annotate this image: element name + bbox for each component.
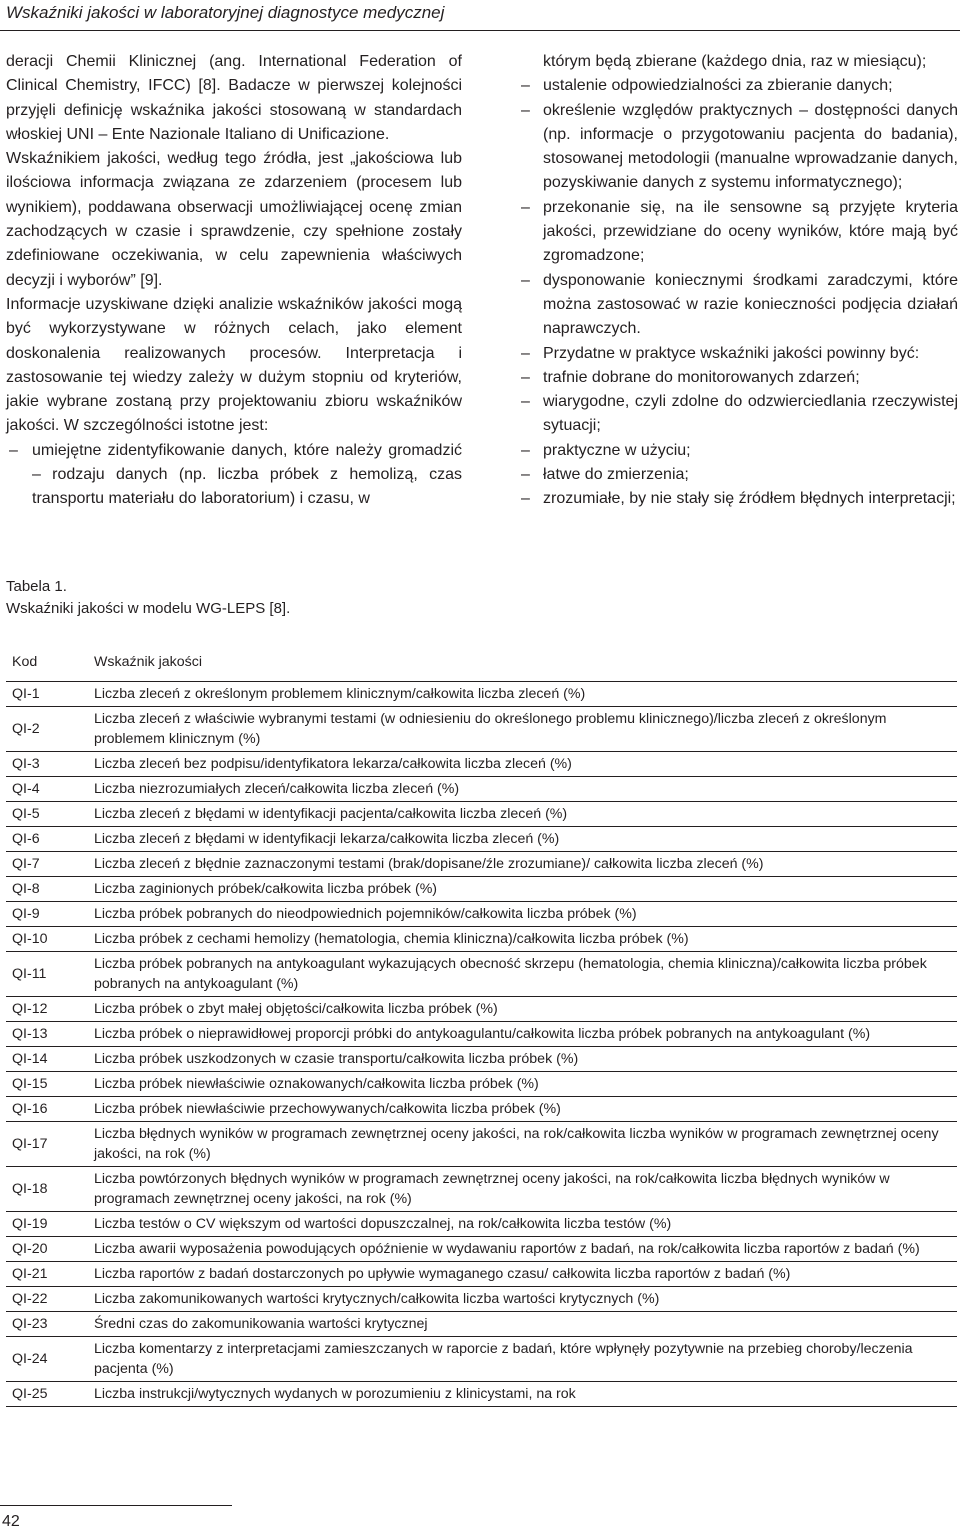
indicator-description: Liczba próbek z cechami hemolizy (hematologia, chemia kliniczna)/całkowita liczba próbek (%) bbox=[94, 931, 689, 947]
indicator-description: Liczba zaginionych próbek/całkowita liczba próbek (%) bbox=[94, 881, 438, 897]
indicator-description: Liczba próbek uszkodzonych w czasie transportu/całkowita liczba próbek (%) bbox=[94, 1051, 579, 1067]
indicator-description: Średni czas do zakomunikowania wartości krytycznej bbox=[94, 1316, 428, 1332]
column-header-indicator: Wskaźnik jakości bbox=[94, 654, 203, 670]
page-number: 42 bbox=[2, 1513, 20, 1530]
table-row bbox=[6, 802, 957, 827]
table-row bbox=[6, 1262, 957, 1287]
indicator-description: Liczba próbek pobranych na antykoagulant wykazujących obecność skrzepu (hematologia, chemia kliniczna)/całkowita liczba próbek pobranych na antykoagulant (%) bbox=[94, 956, 927, 992]
indicator-code: QI-16 bbox=[12, 1101, 48, 1117]
indicator-description: Liczba zakomunikowanych wartości krytycznych/całkowita liczba wartości krytycznych (%) bbox=[94, 1291, 660, 1307]
indicator-code: QI-22 bbox=[12, 1291, 48, 1307]
table-row bbox=[6, 1287, 957, 1312]
indicator-code: QI-11 bbox=[12, 966, 47, 982]
indicator-description: Liczba próbek niewłaściwie oznakowanych/całkowita liczba próbek (%) bbox=[94, 1076, 539, 1092]
table-header-row bbox=[6, 646, 957, 682]
indicator-description: Liczba zleceń bez podpisu/identyfikatora lekarza/całkowita liczba zleceń (%) bbox=[94, 756, 572, 772]
indicator-description: Liczba zleceń z błędami w identyfikacji lekarza/całkowita liczba zleceń (%) bbox=[94, 831, 560, 847]
indicator-code: QI-8 bbox=[12, 881, 40, 897]
indicator-description: Liczba niezrozumiałych zleceń/całkowita liczba zleceń (%) bbox=[94, 781, 460, 797]
indicator-code: QI-12 bbox=[12, 1001, 48, 1017]
table-row bbox=[6, 707, 957, 752]
indicator-description: Liczba próbek niewłaściwie przechowywanych/całkowita liczba próbek (%) bbox=[94, 1101, 561, 1117]
paragraph-usage: Informacje uzyskiwane dzięki analizie wskaźników jakości mogą być wykorzystywane w różnych celach, jako element doskonalenia realizowanych procesów. Interpretacja i zastosowanie tej wiedzy zależy w dużym stopniu od kryteriów, jakie wybrane zostaną przy projektowaniu zbioru wskaźników jakości. W szczególności istotne jest: bbox=[6, 295, 462, 435]
table-body bbox=[6, 682, 957, 1407]
table-row bbox=[6, 1337, 957, 1382]
table-caption-label: Tabela 1. bbox=[6, 578, 67, 595]
requirements-list bbox=[6, 439, 462, 512]
indicator-description: Liczba błędnych wyników w programach zewnętrznej oceny jakości, na rok/całkowita liczba wyników w programach zewnętrznej oceny jakości, na rok (%) bbox=[94, 1126, 939, 1162]
indicator-description: Liczba testów o CV większym od wartości dopuszczalnej, na rok/całkowita liczba testów (%) bbox=[94, 1216, 672, 1232]
table-row bbox=[6, 1212, 957, 1237]
indicator-code: QI-19 bbox=[12, 1216, 48, 1232]
header-rule bbox=[0, 30, 960, 31]
table-row bbox=[6, 952, 957, 997]
table-row bbox=[6, 1097, 957, 1122]
list-item: – Przydatne w praktyce wskaźniki jakości powinny być: bbox=[518, 342, 958, 366]
indicator-code: QI-25 bbox=[12, 1386, 48, 1402]
indicator-description: Liczba próbek o zbyt małej objętości/całkowita liczba próbek (%) bbox=[94, 1001, 498, 1017]
indicator-code: QI-9 bbox=[12, 906, 40, 922]
indicator-code: QI-6 bbox=[12, 831, 40, 847]
indicator-description: Liczba komentarzy z interpretacjami zamieszczanych w raporcie z badań, które wpłynęły pozytywnie na przebieg choroby/leczenia pacjenta (%) bbox=[94, 1341, 913, 1377]
list-item: – łatwe do zmierzenia; bbox=[518, 463, 958, 487]
list-item-continuation: którym będą zbierane (każdego dnia, raz w miesiącu); bbox=[543, 53, 927, 70]
indicator-code: QI-13 bbox=[12, 1026, 48, 1042]
indicator-code: QI-14 bbox=[12, 1051, 48, 1067]
table-row bbox=[6, 1167, 957, 1212]
indicator-description: Liczba zleceń z właściwie wybranymi testami (w odniesieniu do określonego problemu klinicznego)/liczba zleceń z określonym problemem klinicznym (%) bbox=[94, 711, 887, 747]
table-row bbox=[6, 827, 957, 852]
indicator-description: Liczba próbek o nieprawidłowej proporcji próbki do antykoagulantu/całkowita liczba próbek pobranych na antykoagulant (%) bbox=[94, 1026, 871, 1042]
list-item: – ustalenie odpowiedzialności za zbieranie danych; bbox=[518, 74, 958, 98]
indicator-description: Liczba raportów z badań dostarczonych po upływie wymaganego czasu/ całkowita liczba raportów z badań (%) bbox=[94, 1266, 791, 1282]
table-row bbox=[6, 682, 957, 707]
table-row bbox=[6, 1047, 957, 1072]
indicator-code: QI-23 bbox=[12, 1316, 48, 1332]
table-caption bbox=[6, 576, 290, 620]
indicator-description: Liczba zleceń z błędami w identyfikacji pacjenta/całkowita liczba zleceń (%) bbox=[94, 806, 568, 822]
indicator-description: Liczba zleceń z błędnie zaznaczonymi testami (brak/dopisane/źle zrozumiane)/ całkowita liczba zleceń (%) bbox=[94, 856, 764, 872]
table-row bbox=[6, 852, 957, 877]
table-row bbox=[6, 1072, 957, 1097]
indicator-code: QI-3 bbox=[12, 756, 40, 772]
indicator-code: QI-18 bbox=[12, 1181, 48, 1197]
paragraph-intro: deracji Chemii Klinicznej (ang. International Federation of Clinical Chemistry, IFCC) [8]. Badacze w pierwszej kolejności przyjęli definicję wskaźnika jakości stosowaną w standardach włoskiej UNI – Ente Nazionale Italiano di Unificazione. bbox=[6, 53, 462, 143]
left-column bbox=[6, 50, 462, 512]
table-row bbox=[6, 1237, 957, 1262]
table-row bbox=[6, 752, 957, 777]
right-column bbox=[518, 50, 958, 512]
list-item: – dysponowanie koniecznymi środkami zaradczymi, które można zastosować w razie konieczności podjęcia działań naprawczych. bbox=[518, 269, 958, 342]
indicator-code: QI-7 bbox=[12, 856, 40, 872]
list-item: – przekonanie się, na ile sensowne są przyjęte kryteria jakości, przewidziane do oceny wyników, które mają być zgromadzone; bbox=[518, 196, 958, 269]
list-item: – praktyczne w użyciu; bbox=[518, 439, 958, 463]
column-header-code: Kod bbox=[12, 654, 38, 670]
indicator-traits-list bbox=[518, 342, 958, 512]
table-row bbox=[6, 1312, 957, 1337]
list-item: – umiejętne zidentyfikowanie danych, które należy gromadzić – rodzaju danych (np. liczba próbek z hemolizą, czas transportu materiału do laboratorium) i czasu, w bbox=[6, 439, 462, 512]
indicator-code: QI-17 bbox=[12, 1136, 48, 1152]
table-row bbox=[6, 1122, 957, 1167]
indicator-code: QI-5 bbox=[12, 806, 40, 822]
indicator-code: QI-1 bbox=[12, 686, 40, 702]
list-item: – określenie względów praktycznych – dostępności danych (np. informacje o przygotowaniu pacjenta do badania), stosowanej metodologii (manualne wprowadzanie danych, pozyskiwanie danych z systemu informatycznego); bbox=[518, 99, 958, 196]
table-row bbox=[6, 902, 957, 927]
table-row bbox=[6, 997, 957, 1022]
table-caption-title: Wskaźniki jakości w modelu WG-LEPS [8]. bbox=[6, 600, 291, 617]
table-row bbox=[6, 1022, 957, 1047]
indicator-code: QI-24 bbox=[12, 1351, 48, 1367]
indicator-code: QI-10 bbox=[12, 931, 48, 947]
quality-indicators-table bbox=[6, 646, 957, 1407]
indicator-description: Liczba zleceń z określonym problemem klinicznym/całkowita liczba zleceń (%) bbox=[94, 686, 586, 702]
list-item: – wiarygodne, czyli zdolne do odzwierciedlania rzeczywistej sytuacji; bbox=[518, 390, 958, 439]
list-item: – trafnie dobrane do monitorowanych zdarzeń; bbox=[518, 366, 958, 390]
table-row bbox=[6, 877, 957, 902]
paragraph-definition: Wskaźnikiem jakości, według tego źródła, jest „jakościowa lub ilościowa informacja związana ze zdarzeniem (procesem lub wynikiem), poddawana obserwacji umożliwiającej ocenę zmian zachodzących w czasie i sprawdzenie, czy spełnione zostały zdefiniowane oczekiwania, w celu zapewnienia właściwych decyzji i wyborów” [9]. bbox=[6, 150, 462, 289]
indicator-description: Liczba awarii wyposażenia powodujących opóźnienie w wydawaniu raportów z badań, na rok/całkowita liczba raportów z badań (%) bbox=[94, 1241, 920, 1257]
footnote-rule bbox=[0, 1505, 232, 1506]
table-row bbox=[6, 1382, 957, 1407]
table-row bbox=[6, 927, 957, 952]
running-head: Wskaźniki jakości w laboratoryjnej diagnostyce medycznej bbox=[6, 3, 445, 22]
requirements-list-continued bbox=[518, 74, 958, 341]
table-row bbox=[6, 777, 957, 802]
indicator-code: QI-20 bbox=[12, 1241, 48, 1257]
indicator-description: Liczba instrukcji/wytycznych wydanych w porozumieniu z klinicystami, na rok bbox=[94, 1386, 576, 1402]
list-item: – zrozumiałe, by nie stały się źródłem błędnych interpretacji; bbox=[518, 487, 958, 511]
indicator-code: QI-4 bbox=[12, 781, 40, 797]
indicator-description: Liczba powtórzonych błędnych wyników w programach zewnętrznej oceny jakości, na rok/całkowita liczba błędnych wyników w programach zewnętrznej oceny jakości, na rok (%) bbox=[94, 1171, 890, 1207]
indicator-code: QI-21 bbox=[12, 1266, 48, 1282]
indicator-code: QI-2 bbox=[12, 721, 40, 737]
indicator-description: Liczba próbek pobranych do nieodpowiednich pojemników/całkowita liczba próbek (%) bbox=[94, 906, 637, 922]
indicator-code: QI-15 bbox=[12, 1076, 48, 1092]
